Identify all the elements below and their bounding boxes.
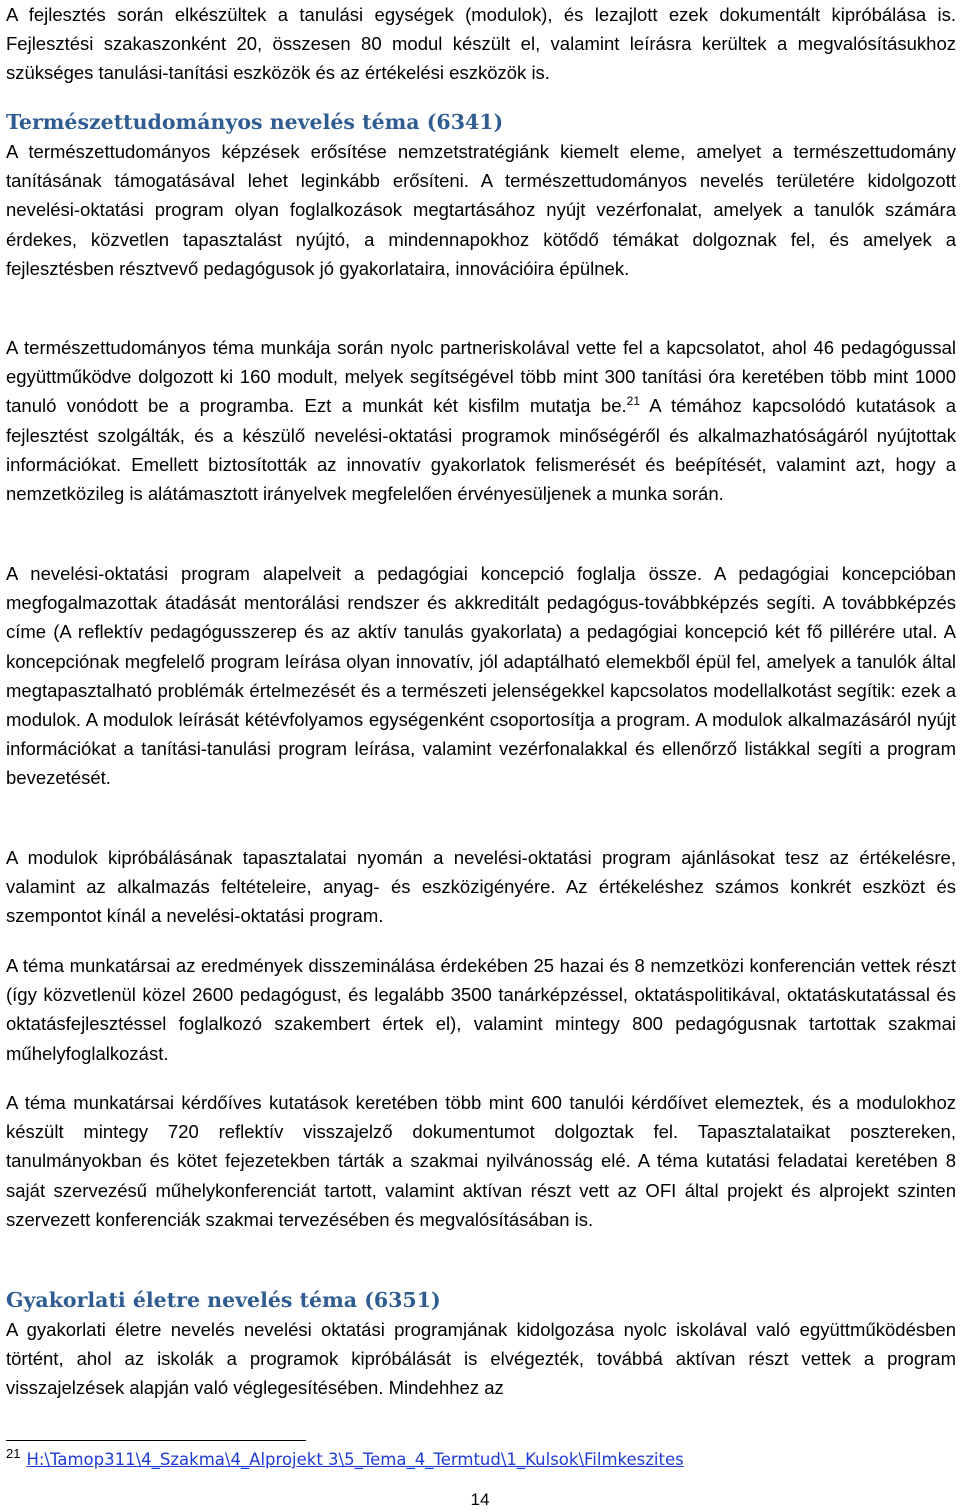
- footnote-separator: [6, 1440, 306, 1441]
- section1-paragraph-5: A téma munkatársai az eredmények disszeminálása érdekében 25 hazai és 8 nemzetközi konferencián vettek részt (így közvetlenül közel 2600 pedagógust, és legalább 3500 tanárképzéssel, oktatáspolitikával, oktatáskutatással és oktatásfejlesztéssel foglalkozó szakembert értek el), valamint mintegy 800 pedagógusnak tartottak szakmai műhelyfoglalkozást.: [6, 955, 956, 1064]
- footnote-number: 21: [6, 1446, 21, 1461]
- section1-paragraph-3: A nevelési-oktatási program alapelveit a pedagógiai koncepció foglalja össze. A pedagógiai koncepcióban megfogalmazottak átadását mentorálási rendszer és akkreditált pedagógus-továbbképzés segíti. A továbbképzés címe (A reflektív pedagógusszerep és az aktív tanulás gyakorlata) a pedagógiai koncepció két fő pillérére utal. A koncepciónak megfelelő program leírása olyan innovatív, jól adaptálható elemekből épül fel, amelyek a tanulók által megtapasztalható problémák értelmezését és a természeti jelenségekkel kapcsolatos modellalkotást segítik: ezek a modulok. A modulok leírását kétévfolyamos egységenként csoportosítja a program. A modulok alkalmazásáról nyújt információkat a tanítási-tanulási program leírása, valamint vezérfonalakkal és ellenőrző listákkal segíti a program bevezetését.: [6, 563, 956, 789]
- section1-paragraph-6: A téma munkatársai kérdőíves kutatások keretében több mint 600 tanulói kérdőívet elemeztek, és a modulokhoz készült mintegy 720 reflektív visszajelző dokumentumot dolgoztak fel. Tapasztalataikat posztereken, tanulmányokban és kötet fejezetekben tárták a szakmai nyilvánosság elé. A téma kutatási feladatai keretében 8 saját szervezésű műhelykonferenciát tartott, valamint aktívan részt vett az OFI által projekt és alprojekt szinten szervezett konferenciák szakmai tervezésében és megvalósításában is.: [6, 1092, 956, 1230]
- footnote: [6, 1446, 684, 1470]
- footnote-ref[interactable]: 21: [626, 394, 640, 409]
- footnote-link[interactable]: H:\Tamop311\4_Szakma\4_Alprojekt 3\5_Tema_4_Termtud\1_Kulsok\Filmkeszites: [26, 1450, 684, 1469]
- page-number: 14: [470, 1490, 490, 1509]
- section1-paragraph-4: A modulok kipróbálásának tapasztalatai nyomán a nevelési-oktatási program ajánlásokat tesz az értékelésre, valamint az alkalmazás feltételeire, anyag- és eszközigényére. Az értékeléshez számos konkrét eszközt és szempontot kínál a nevelési-oktatási program.: [6, 847, 956, 927]
- section1-paragraph-2a: A természettudományos téma munkája során nyolc partneriskolával vette fel a kapcsolatot, ahol 46 pedagógussal együttműködve dolgozott ki 160 modult, melyek segítségével több mint 300 tanítási óra keretében több mint 1000 tanuló vonódott be a programba. Ezt a munkát két kisfilm mutatja be.: [6, 337, 956, 417]
- section1-paragraph-2b: A témához kapcsolódó kutatások a fejlesztést szolgálták, és a készülő nevelési-oktatási programok minőségéről és alkalmazhatóságáról nyújtottak információkat. Emellett biztosították az innovatív gyakorlatok felismerését és beépítését, valamint azt, hogy a nemzetközileg is alátámasztott irányelvek megfelelően érvényesüljenek a munka során.: [6, 395, 956, 505]
- intro-paragraph: A fejlesztés során elkészültek a tanulási egységek (modulok), és lezajlott ezek dokumentált kipróbálása is. Fejlesztési szakaszonként 20, összesen 80 modul készült el, valamint leírásra kerültek a megvalósításukhoz szükséges tanulási-tanítási eszközök és az értékelési eszközök is.: [6, 4, 956, 84]
- section1-paragraph-1: A természettudományos képzések erősítése nemzetstratégiánk kiemelt eleme, amelyet a természettudomány tanításának támogatásával lehet leginkább erősíteni. A természettudományos nevelés területére kidolgozott nevelési-oktatási program olyan foglalkozások megtartásához nyújt vezérfonalat, amelyek a tanulók számára érdekes, közvetlen tapasztalást nyújtó, a mindennapokhoz kötődő témákat dolgoznak fel, és amelyek a fejlesztésben résztvevő pedagógusok jó gyakorlataira, innovációira épülnek.: [6, 141, 956, 279]
- section-heading-gyakorlati: Gyakorlati életre nevelés téma (6351): [6, 1288, 441, 1312]
- section2-paragraph-1: A gyakorlati életre nevelés nevelési oktatási programjának kidolgozása nyolc iskolával való együttműködésben történt, ahol az iskolák a programok kipróbálását is elvégezték, továbbá aktívan részt vettek a program visszajelzések alapján való véglegesítésében. Mindehhez az: [6, 1319, 956, 1399]
- section-heading-termeszettudomanyos: Természettudományos nevelés téma (6341): [6, 110, 504, 134]
- section1-paragraph-2: [6, 333, 956, 508]
